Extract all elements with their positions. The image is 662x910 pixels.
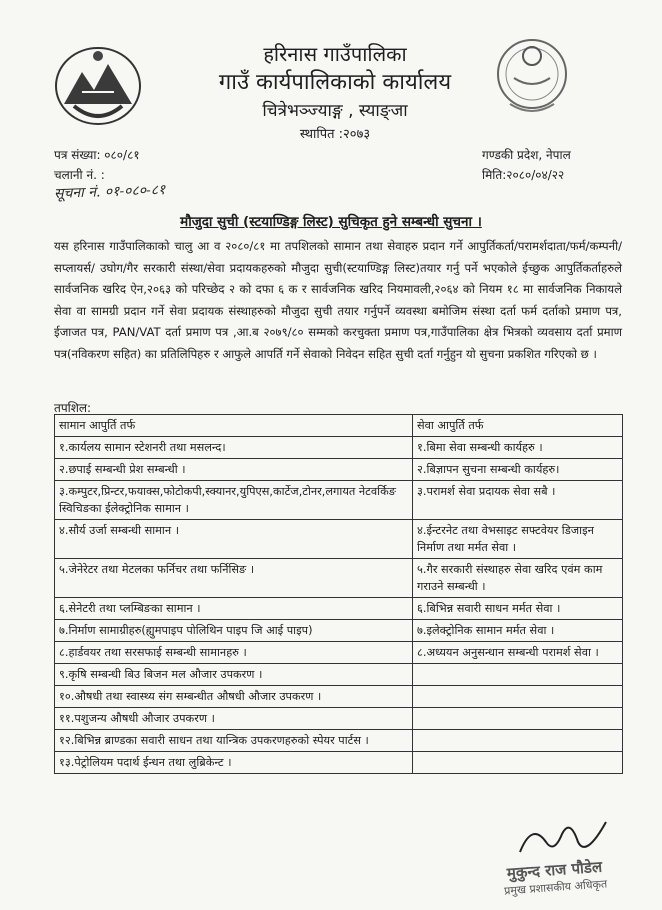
goods-cell: १३.पेट्रोलियम पदार्थ ईन्धन तथा लुब्रिकेन्ट ।: [55, 752, 413, 774]
signature-stamp: [487, 855, 623, 899]
notice-subject: मौजुदा सुची (स्टयाण्डिङ्ग लिस्ट) सुचिकृत हुने सम्बन्धी सुचना ।: [180, 214, 482, 230]
notice-body: यस हरिनास गाउँपालिकाको चालु आ व २०८०/८१ मा तपशिलको सामान तथा सेवाहरु प्रदान गर्ने आपुर्तिकर्ता/परामर्शदाता/फर्म/कम्पनी/सप्लायर्स/ उघोग/गैर सरकारी संस्था/सेवा प्रदायकहरुको मौजुदा सुची(स्टयाण्डिङ्ग लिस्ट)तयार गर्नु पर्ने भएकोले ईच्छुक आपुर्तिकर्ताहरुले सार्वजनिक खरिद ऐन,२०६३ को परिच्छेद २ को दफा ६ क र सार्वजनिक खरिद नियमावली,२०६४ को नियम १८ मा सार्वजनिक निकायले सेवा वा सामग्री प्रदान गर्ने सेवा प्रदायक संस्थाहरुको मौजुदा सुची तयार गर्नुपर्ने व्यवस्था बमोजिम संस्था दर्ता फर्म दर्ताको प्रमाण पत्र, ईजाजत पत्र, PAN/VAT दर्ता प्रमाण पत्र ,आ.ब २०७९/८० सम्मको करचुक्ता प्रमाण पत्र,गाउँपालिका क्षेत्र भित्रको व्यवसाय दर्ता प्रमाण पत्र(नविकरण सहित) का प्रतिलिपिहरु र आफुले आपर्ति गर्ने सेवाको निवेदन सहित सुची दर्ता गर्नुहुन यो सुचना प्रकशित गरिएको छ ।: [54, 239, 622, 361]
service-cell: १.बिमा सेवा सम्बन्धी कार्यहरु ।: [413, 437, 623, 459]
province-label: गण्डकी प्रदेश, नेपाल: [482, 148, 571, 162]
goods-cell: १०.औषधी तथा स्वास्थ्य संग सम्बन्धीत औषधी औजार उपकरण ।: [55, 686, 413, 708]
goods-cell: ६.सेनेटरी तथा प्लम्बिङका सामान ।: [55, 598, 413, 620]
service-cell: [413, 708, 623, 730]
table-row: [55, 642, 623, 664]
service-cell: [413, 664, 623, 686]
table-row: [55, 520, 623, 559]
table-header-row: [55, 415, 623, 437]
items-table: [54, 414, 623, 774]
service-cell: [413, 730, 623, 752]
goods-cell: ५.जेनेरेटर तथा मेटलका फर्निचर तथा फर्निसिङ ।: [55, 559, 413, 598]
service-cell: ३.परामर्श सेवा प्रदायक सेवा सबै ।: [413, 481, 623, 520]
service-cell: ६.बिभिन्न सवारी साधन मर्मत सेवा ।: [413, 598, 623, 620]
service-cell: ७.इलेक्ट्रोनिक सामान मर्मत सेवा ।: [413, 620, 623, 642]
signatory-title: प्रमुख प्रशासकीय अधिकृत: [503, 877, 608, 898]
goods-cell: ३.कम्पुटर,प्रिन्टर,फयाक्स,फोटोकपी,स्क्यानर,युपिएस,कार्टेज,टोनर,लगायत नेटवर्किङ स्विचिङका ईलेक्ट्रोनिक सामान ।: [55, 481, 413, 520]
goods-cell: ११.पशुजन्य औषधी औजार उपकरण ।: [55, 708, 413, 730]
office-name-line2: गाउँ कार्यपालिकाको कार्यालय: [218, 70, 452, 95]
table-row: [55, 708, 623, 730]
goods-cell: १२.बिभिन्न ब्राण्डका सवारी साधन तथा यान्त्रिक उपकरणहरुको स्पेयर पार्टस ।: [55, 730, 413, 752]
service-cell: [413, 752, 623, 774]
established-year: स्थापित :२०७३: [299, 127, 371, 142]
letter-number: पत्र संख्या: ०८०/८१: [54, 148, 140, 162]
header-goods: सामान आपुर्ति तर्फ: [55, 415, 413, 437]
table-row: [55, 686, 623, 708]
letter-date: मिति:२०८०/०४/२२: [482, 168, 565, 182]
office-name-line1: हरिनास गाउँपालिका: [263, 42, 407, 66]
dispatch-number: चलानी नं. :: [54, 168, 105, 182]
goods-cell: ४.सौर्य उर्जा सम्बन्धी सामान ।: [55, 520, 413, 559]
office-location: चित्रेभञ्ज्याङ्ग , स्याङ्जा: [262, 101, 408, 121]
details-label: तपशिल:: [54, 401, 92, 415]
table-row: [55, 481, 623, 520]
table-row: [55, 459, 623, 481]
service-cell: ४.ईन्टरनेट तथा वेभसाइट सफ्टवेयर डिजाइन निर्माण तथा मर्मत सेवा ।: [413, 520, 623, 559]
table-row: [55, 620, 623, 642]
goods-cell: ९.कृषि सम्बन्धी बिउ बिजन मल औजार उपकरण ।: [55, 664, 413, 686]
handwritten-notice-number: सूचना नं. ०१-०८०-८१: [53, 182, 166, 202]
signature-mark: [512, 812, 612, 862]
goods-cell: ७.निर्माण सामाग्रीहरु(ह्युमपाइप पोलिथिन पाइप जि आई पाइप): [55, 620, 413, 642]
service-cell: [413, 686, 623, 708]
service-cell: ८.अध्ययन अनुसन्धान सम्बन्धी परामर्श सेवा ।: [413, 642, 623, 664]
goods-cell: १.कार्यलय सामान स्टेशनरी तथा मसलन्द।: [55, 437, 413, 459]
nepal-emblem-icon: [52, 42, 144, 128]
table-row: [55, 437, 623, 459]
header-services: सेवा आपुर्ति तर्फ: [413, 415, 623, 437]
table-row: [55, 664, 623, 686]
signatory-name: मुकुन्द राज पौडेल: [506, 857, 603, 883]
table-row: [55, 559, 623, 598]
service-cell: २.बिज्ञापन सुचना सम्बन्धी कार्यहरु।: [413, 459, 623, 481]
goods-cell: ८.हार्डवयर तथा सरसफाई सम्बन्धी सामानहरु ।: [55, 642, 413, 664]
goods-cell: २.छपाई सम्बन्धी प्रेश सम्बन्धी ।: [55, 459, 413, 481]
table-row: [55, 752, 623, 774]
table-row: [55, 730, 623, 752]
service-cell: ५.गैर सरकारी संस्थाहरु सेवा खरिद एवंम काम गराउने सम्बन्धी ।: [413, 559, 623, 598]
table-row: [55, 598, 623, 620]
